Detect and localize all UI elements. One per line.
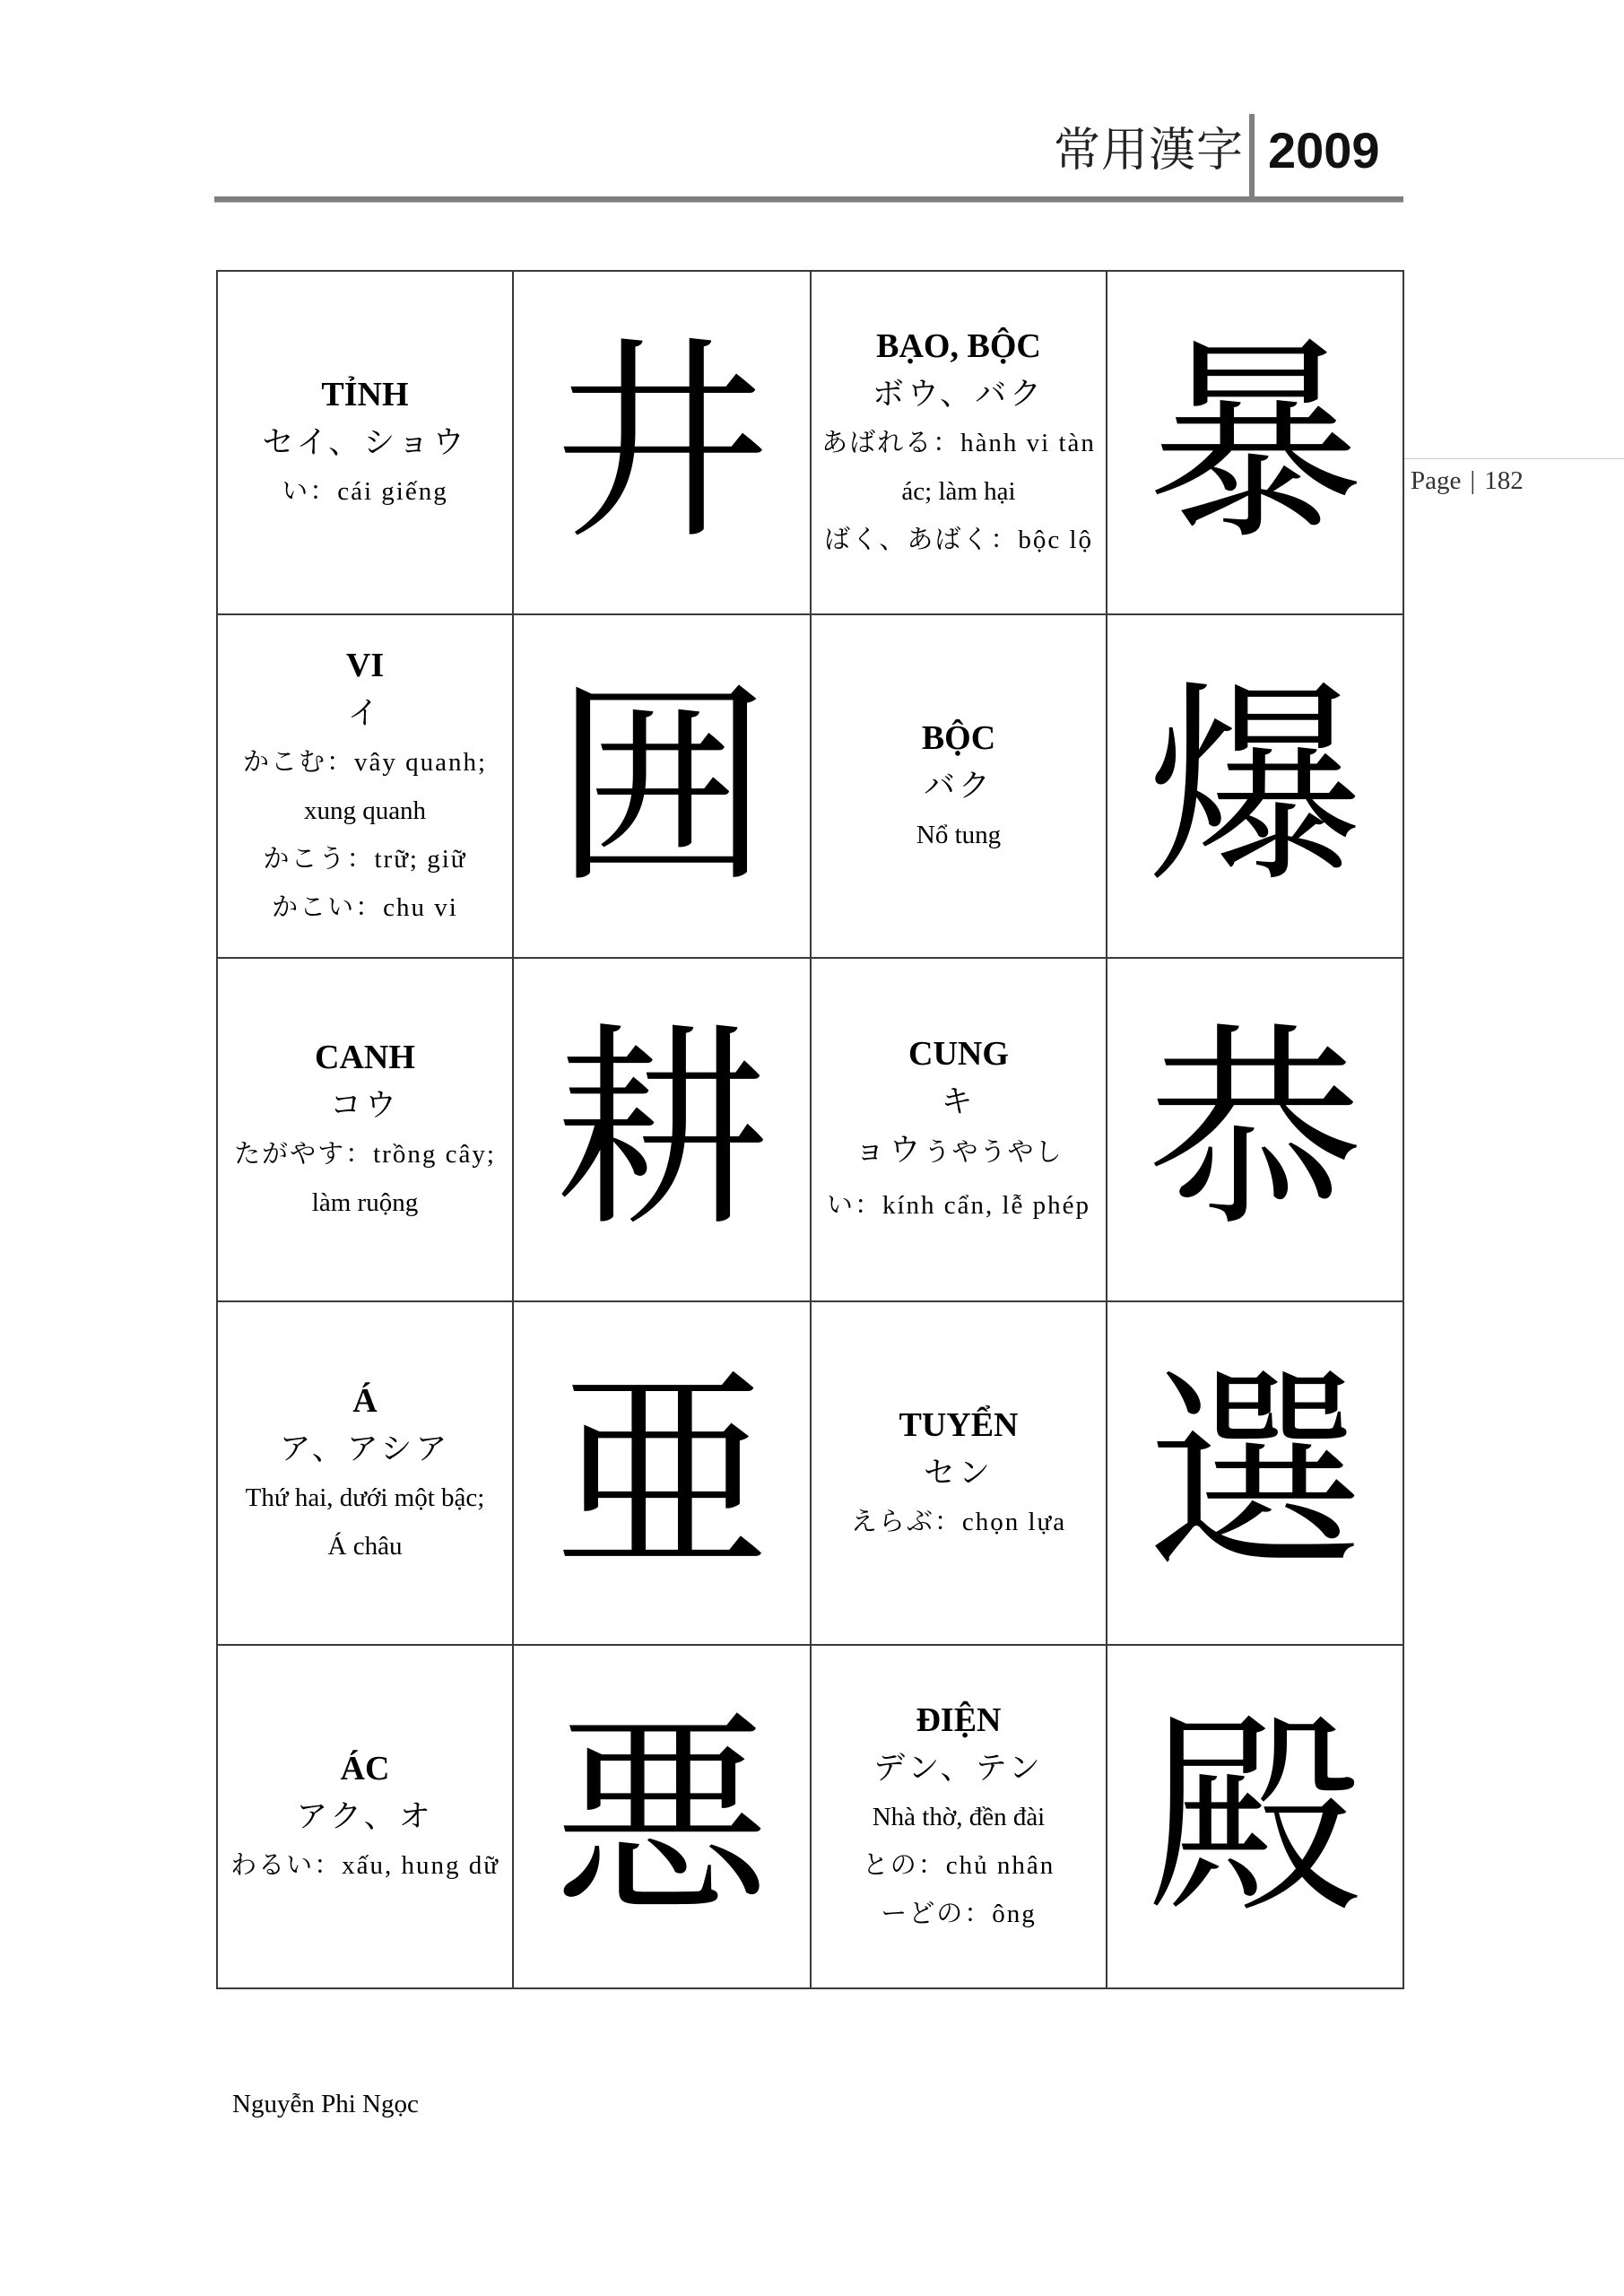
- card-reading: CANH: [315, 1038, 415, 1076]
- card-kanji-cell: [514, 959, 812, 1302]
- kanji-glyph: 亜: [553, 1347, 769, 1599]
- page-label: Page: [1411, 466, 1462, 495]
- kanji-glyph: 恭: [1147, 1004, 1363, 1256]
- card-reading: VI: [345, 646, 385, 684]
- header-year: 2009: [1268, 122, 1380, 178]
- card-info-dien: [812, 1646, 1107, 1989]
- card-meaning: あばれる：hành vi tàn: [821, 428, 1096, 457]
- card-meaning: かこう：trữ; giữ: [263, 844, 467, 874]
- card-meaning: わるい：xấu, hung dữ: [230, 1850, 499, 1880]
- kanji-card-table: [216, 270, 1404, 1989]
- card-kanji-cell: [514, 1302, 812, 1646]
- card-meaning: làm ruộng: [311, 1187, 419, 1217]
- kanji-glyph: 暴: [1147, 317, 1363, 569]
- card-reading: ĐIỆN: [916, 1700, 1002, 1739]
- card-onyomi-continued: ョウ: [854, 1133, 925, 1169]
- card-reading: BỘC: [921, 718, 996, 757]
- card-meaning: かこい：chu vi: [272, 892, 458, 922]
- card-onyomi: イ: [347, 695, 383, 732]
- card-kanji-cell: [514, 615, 812, 959]
- card-info-cung: [812, 959, 1107, 1302]
- card-info-vi: [218, 615, 514, 959]
- card-onyomi: ア、アシア: [279, 1431, 451, 1467]
- card-kanji-cell: [1107, 272, 1404, 615]
- card-meaning: Nhà thờ, đền đài: [872, 1802, 1046, 1831]
- card-onyomi: セイ、ショウ: [262, 424, 468, 461]
- footer-author: Nguyễn Phi Ngọc: [232, 2090, 419, 2118]
- card-info-boc: [812, 615, 1107, 959]
- card-kanji-cell: [514, 1646, 812, 1989]
- card-info-tuyen: [812, 1302, 1107, 1646]
- card-info-bao-boc: [812, 272, 1107, 615]
- card-meaning: たがやす：trồng cây;: [234, 1139, 496, 1169]
- card-kanji-cell: [514, 272, 812, 615]
- card-meaning: かこむ：vây quanh;: [242, 747, 488, 777]
- card-meaning: い：cái giếng: [282, 476, 448, 506]
- kanji-glyph: 耕: [553, 1004, 769, 1256]
- card-kanji-cell: [1107, 615, 1404, 959]
- card-onyomi: アク、オ: [296, 1798, 434, 1835]
- header-divider: [1249, 114, 1255, 200]
- card-meaning: Nổ tung: [916, 820, 1002, 849]
- kanji-glyph: 井: [553, 317, 769, 569]
- kanji-glyph: 爆: [1147, 660, 1363, 912]
- card-meaning: との：chủ nhân: [862, 1850, 1055, 1880]
- card-meaning: えらぶ：chọn lựa: [850, 1507, 1067, 1536]
- card-meaning: ーどの：ông: [881, 1899, 1037, 1928]
- card-info-canh: [218, 959, 514, 1302]
- card-meaning: うやうやし: [924, 1138, 1064, 1167]
- card-onyomi: キ: [941, 1084, 977, 1120]
- page-number: [1411, 463, 1524, 499]
- card-meaning: Thứ hai, dưới một bậc;: [245, 1483, 485, 1512]
- card-meaning: xung quanh: [303, 796, 427, 825]
- kanji-glyph: 殿: [1147, 1691, 1363, 1943]
- card-onyomi: コウ: [329, 1087, 400, 1124]
- card-meaning: ばく、あばく：bộc lộ: [823, 525, 1094, 554]
- card-reading: TỈNH: [321, 375, 409, 413]
- card-reading: Á: [352, 1381, 378, 1420]
- card-meaning: い：kính cẩn, lễ phép: [826, 1191, 1091, 1220]
- kanji-glyph: 囲: [553, 660, 769, 912]
- card-onyomi: ボウ、バク: [872, 376, 1046, 413]
- kanji-glyph: 選: [1147, 1347, 1363, 1599]
- card-onyomi: セン: [923, 1455, 994, 1492]
- card-kanji-cell: [1107, 1646, 1404, 1989]
- card-onyomi-continued-line: [854, 1126, 1063, 1181]
- card-info-ac: [218, 1646, 514, 1989]
- card-meaning: Á châu: [327, 1531, 403, 1561]
- card-onyomi: デン、テン: [873, 1750, 1044, 1787]
- card-onyomi: バク: [923, 768, 994, 804]
- card-kanji-cell: [1107, 1302, 1404, 1646]
- card-reading: TUYỂN: [899, 1405, 1019, 1444]
- page-number-rule: [1404, 458, 1624, 459]
- header-title: 常用漢字: [1053, 124, 1244, 178]
- kanji-glyph: 悪: [553, 1691, 769, 1943]
- card-kanji-cell: [1107, 959, 1404, 1302]
- card-info-a: [218, 1302, 514, 1646]
- card-reading: BẠO, BỘC: [876, 326, 1041, 365]
- page-number-value: 182: [1484, 466, 1524, 495]
- card-meaning: ác; làm hại: [901, 476, 1016, 506]
- card-info-tinh: [218, 272, 514, 615]
- card-reading: CUNG: [908, 1035, 1009, 1073]
- page-separator: |: [1470, 466, 1476, 495]
- header-rule: [214, 196, 1403, 203]
- card-reading: ÁC: [340, 1749, 390, 1787]
